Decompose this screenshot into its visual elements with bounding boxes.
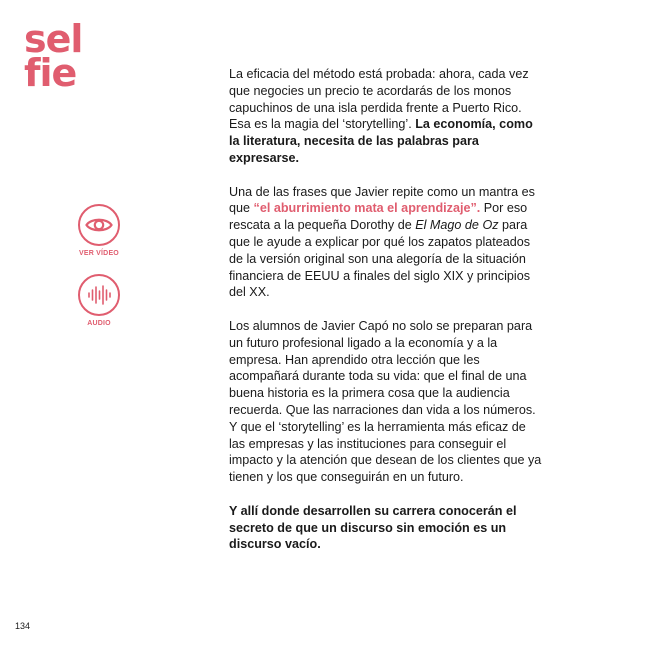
watch-video-label: VER VÍDEO [79,250,119,257]
paragraph-1-text: La eficacia del método está probada: ahora, cada vez que negocies un precio te acordarás de los monos capuchinos de una isla perdida frente a Puerto Rico. Esa es la magia del ‘storytelling’. [229,67,529,132]
highlight-quote: “el aburrimiento mata el aprendizaje”. [253,201,481,216]
article-body [229,66,544,570]
paragraph-2-before: Una de las frases que Javier repite como un mantra es que [229,184,535,216]
audio-wave-icon [78,274,120,316]
paragraph-2 [229,184,544,302]
book-title: El Mago de Oz [415,218,499,233]
paragraph-2-after: para que le ayude a explicar por qué los zapatos plateados de la versión original son una alegoría de la situación financiera de EEUU a finales del siglo XIX y principios del XX. [229,218,531,300]
paragraph-1 [229,66,544,167]
paragraph-2-middle: Por eso rescata a la pequeña Dorothy de [229,201,528,233]
selfie-logo [24,17,83,95]
audio-label: AUDIO [87,320,111,327]
closing-paragraph [229,503,544,553]
logo-line-1: sel [24,17,83,61]
paragraph-3: Los alumnos de Javier Capó no solo se preparan para un futuro profesional ligado a la economía y a la empresa. Han aprendido otra lección que les acompañará durante toda su vida: que el final de una buena historia es la primera cosa que la audiencia recuerda. Que las narraciones dan vida a los números. Y que el ‘storytelling’ es la herramienta más eficaz de las empresas y las instituciones para conseguir el impacto y la atención que desean de los clientes que ya tienen y los que conseguirán en un futuro. [229,318,542,485]
paragraph-1-bold: La economía, como la literatura, necesita de las palabras para expresarse. [229,117,533,165]
logo-line-2: fie [24,51,77,95]
page-number: 134 [15,621,31,631]
eye-icon [78,204,120,246]
watch-video-button[interactable] [76,204,122,257]
closing-bold: Y allí donde desarrollen su carrera conocerán el secreto de que un discurso sin emoción es un discurso vacío. [229,503,517,552]
audio-button[interactable] [76,274,122,327]
